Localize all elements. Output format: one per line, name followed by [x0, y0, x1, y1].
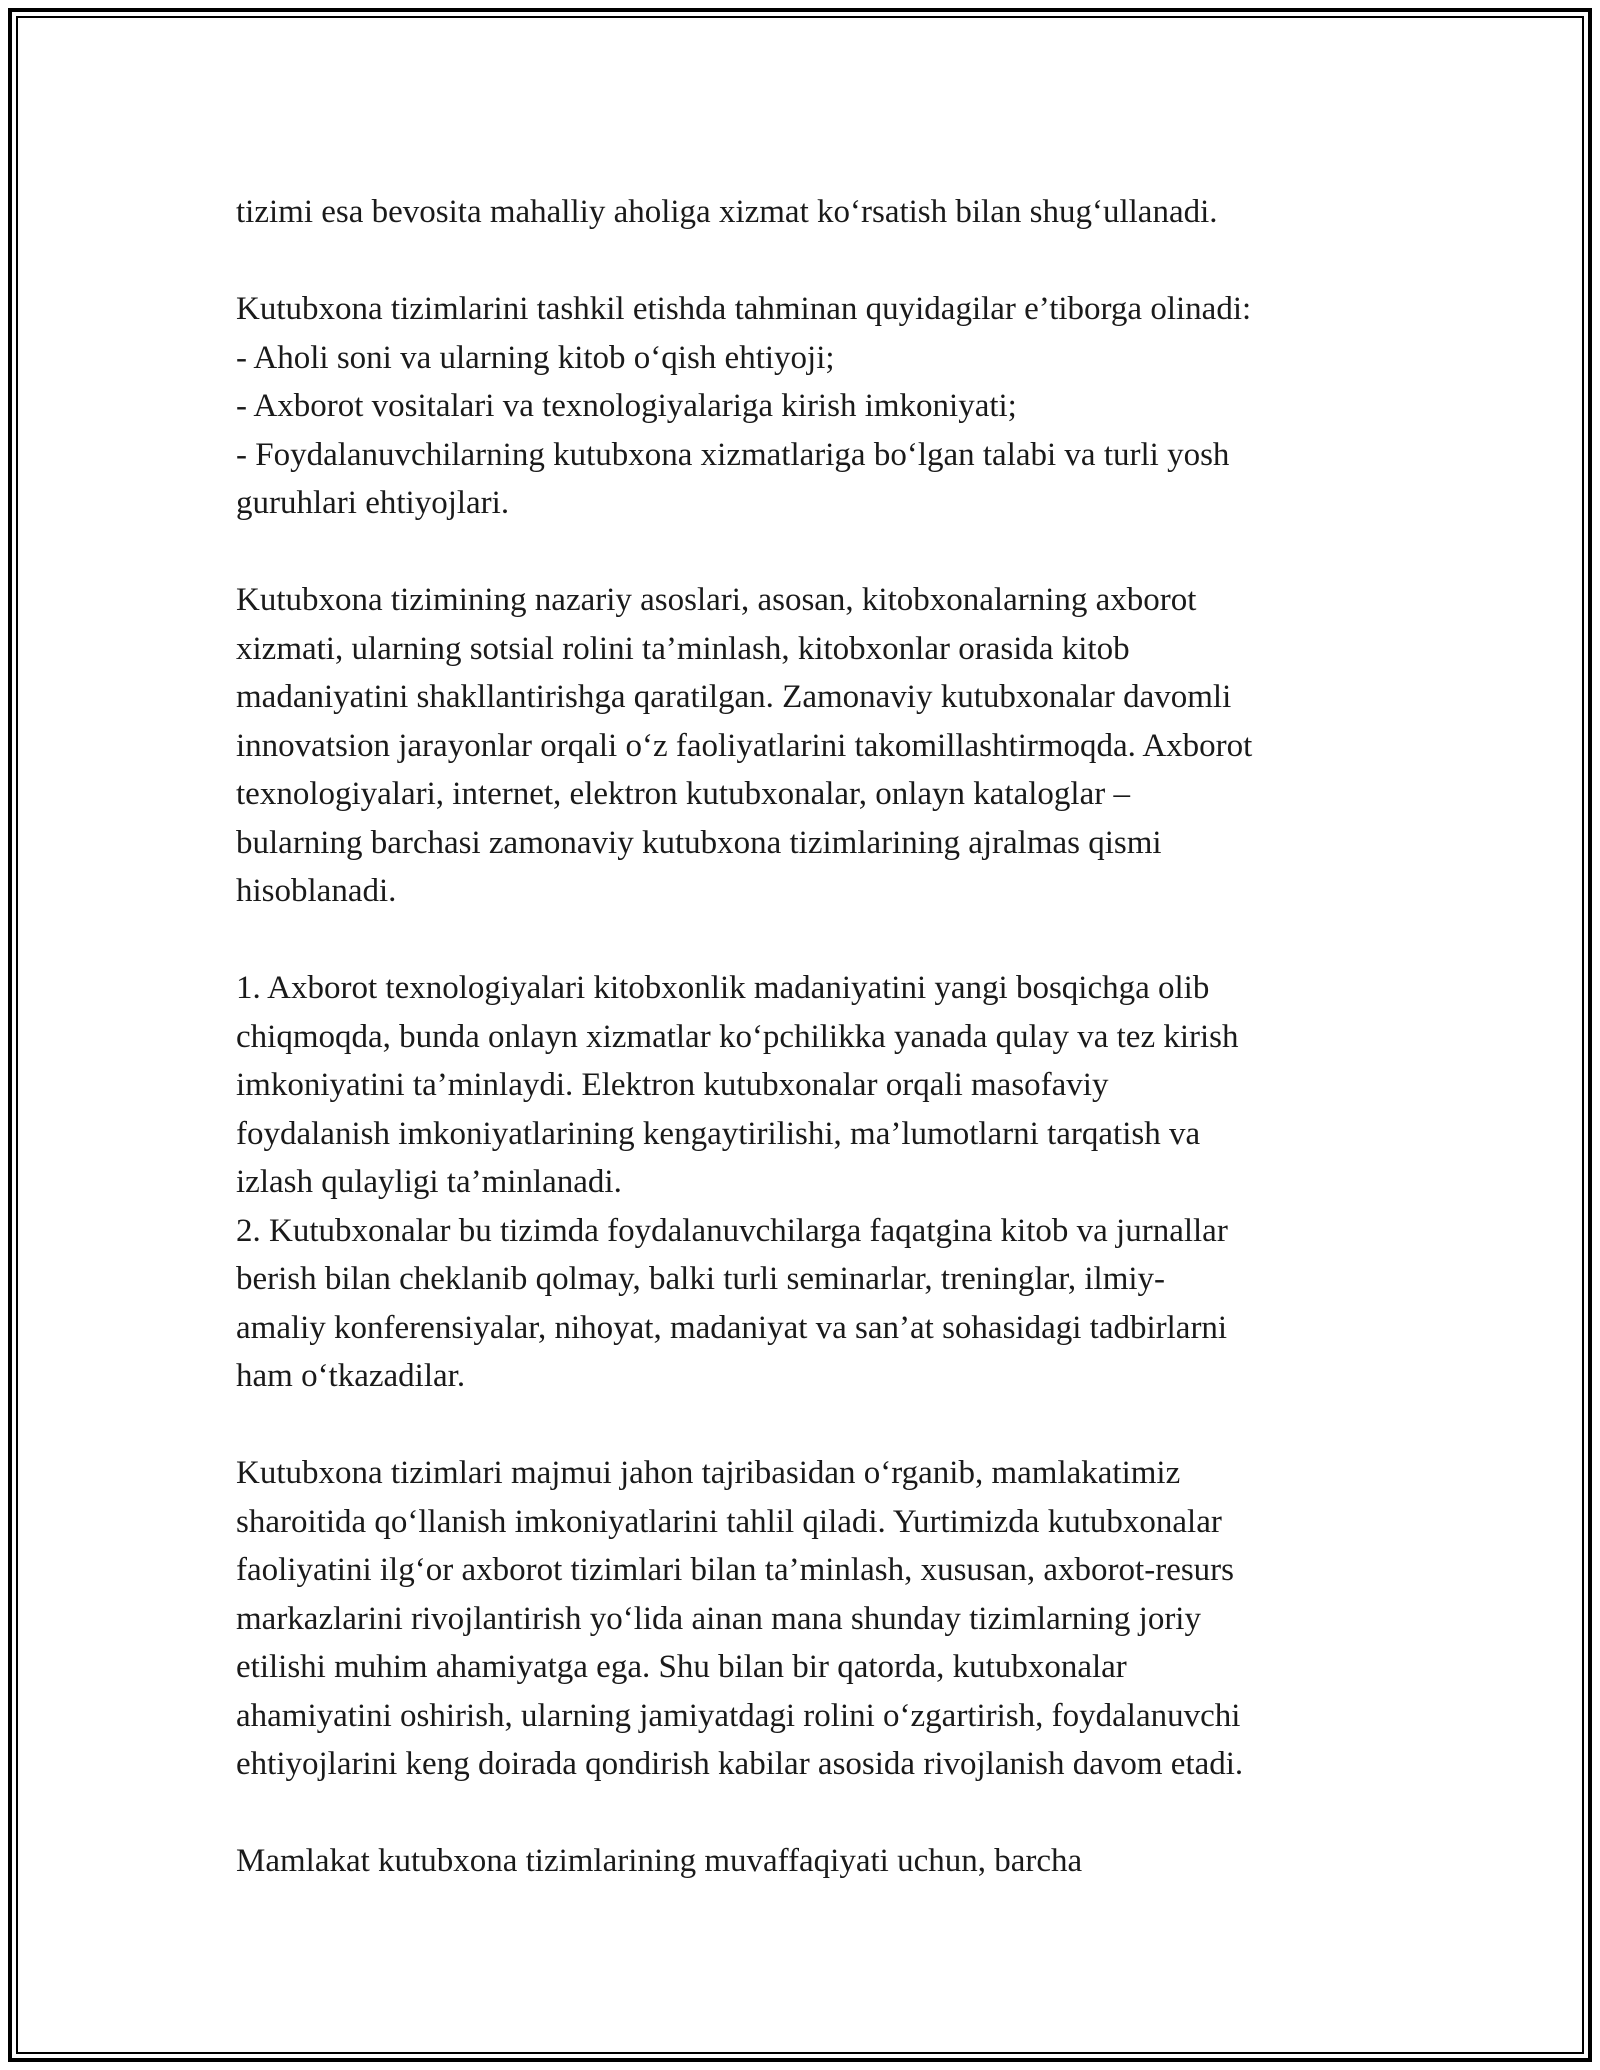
- text-line: ahamiyatini oshirish, ularning jamiyatdagi rolini o‘zgartirish, foydalanuvchi: [236, 1697, 1241, 1734]
- text-line: bularning barchasi zamonaviy kutubxona tizimlarining ajralmas qismi: [236, 824, 1162, 861]
- text-line: imkoniyatini ta’minlaydi. Elektron kutubxonalar orqali masofaviy: [236, 1067, 1109, 1103]
- text-line: Kutubxona tizimlarini tashkil etishda tahminan quyidagilar e’tiborga olinadi:: [236, 291, 1252, 327]
- numbered-item: 2. Kutubxonalar bu tizimda foydalanuvchilarga faqatgina kitob va jurnallar: [236, 1212, 1228, 1249]
- text-line: berish bilan cheklanib qolmay, balki turli seminarlar, treninglar, ilmiy-: [236, 1261, 1166, 1297]
- text-line: texnologiyalari, internet, elektron kutubxonalar, onlayn kataloglar –: [236, 776, 1130, 812]
- text-line: ham o‘tkazadilar.: [236, 1358, 466, 1394]
- paragraph-gap: [236, 1401, 1386, 1450]
- text-line: faoliyatini ilg‘or axborot tizimlari bilan ta’minlash, xususan, axborot-resurs: [236, 1552, 1235, 1588]
- paragraph-gap: [236, 237, 1386, 286]
- text-line: markazlarini rivojlantirish yo‘lida ainan mana shunday tizimlarning joriy: [236, 1600, 1201, 1637]
- text-line: ehtiyojlarini keng doirada qondirish kabilar asosida rivojlanish davom etadi.: [236, 1746, 1244, 1782]
- text-line: xizmati, ularning sotsial rolini ta’minlash, kitobxonlar orasida kitob: [236, 630, 1130, 667]
- paragraph-gap: [236, 1789, 1386, 1838]
- list-item: - Aholi soni va ularning kitob o‘qish ehtiyoji;: [236, 339, 835, 376]
- list-item: - Axborot vositalari va texnologiyalariga kirish imkoniyati;: [236, 388, 1017, 424]
- text-line: hisoblanadi.: [236, 873, 397, 909]
- text-line: madaniyatini shakllantirishga qaratilgan. Zamonaviy kutubxonalar davomli: [236, 679, 1232, 715]
- text-line: sharoitida qo‘llanish imkoniyatlarini tahlil qiladi. Yurtimizda kutubxonalar: [236, 1503, 1222, 1540]
- text-line: Mamlakat kutubxona tizimlarining muvaffaqiyati uchun, barcha: [236, 1843, 1083, 1879]
- text-line: foydalanish imkoniyatlarining kengaytirilishi, ma’lumotlarni tarqatish va: [236, 1115, 1201, 1152]
- text-line: tizimi esa bevosita mahalliy aholiga xizmat ko‘rsatish bilan shug‘ullanadi.: [236, 194, 1218, 230]
- text-line: guruhlari ehtiyojlari.: [236, 485, 510, 521]
- text-line: etilishi muhim ahamiyatga ega. Shu bilan bir qatorda, kutubxonalar: [236, 1649, 1127, 1685]
- text-line: izlash qulayligi ta’minlanadi.: [236, 1164, 622, 1200]
- paragraph-gap: [236, 528, 1386, 577]
- numbered-item: 1. Axborot texnologiyalari kitobxonlik madaniyatini yangi bosqichga olib: [236, 970, 1210, 1006]
- text-line: amaliy konferensiyalar, nihoyat, madaniyat va san’at sohasidagi tadbirlarni: [236, 1309, 1228, 1346]
- text-line: Kutubxona tizimlari majmui jahon tajribasidan o‘rganib, mamlakatimiz: [236, 1455, 1181, 1491]
- text-line: Kutubxona tizimining nazariy asoslari, asosan, kitobxonalarning axborot: [236, 582, 1197, 618]
- text-line: innovatsion jarayonlar orqali o‘z faoliyatlarini takomillashtirmoqda. Axborot: [236, 727, 1253, 764]
- text-line: chiqmoqda, bunda onlayn xizmatlar ko‘pchilikka yanada qulay va tez kirish: [236, 1018, 1239, 1055]
- list-item: - Foydalanuvchilarning kutubxona xizmatlariga bo‘lgan talabi va turli yosh: [236, 436, 1230, 473]
- document-body: [236, 188, 1386, 1886]
- paragraph-gap: [236, 916, 1386, 965]
